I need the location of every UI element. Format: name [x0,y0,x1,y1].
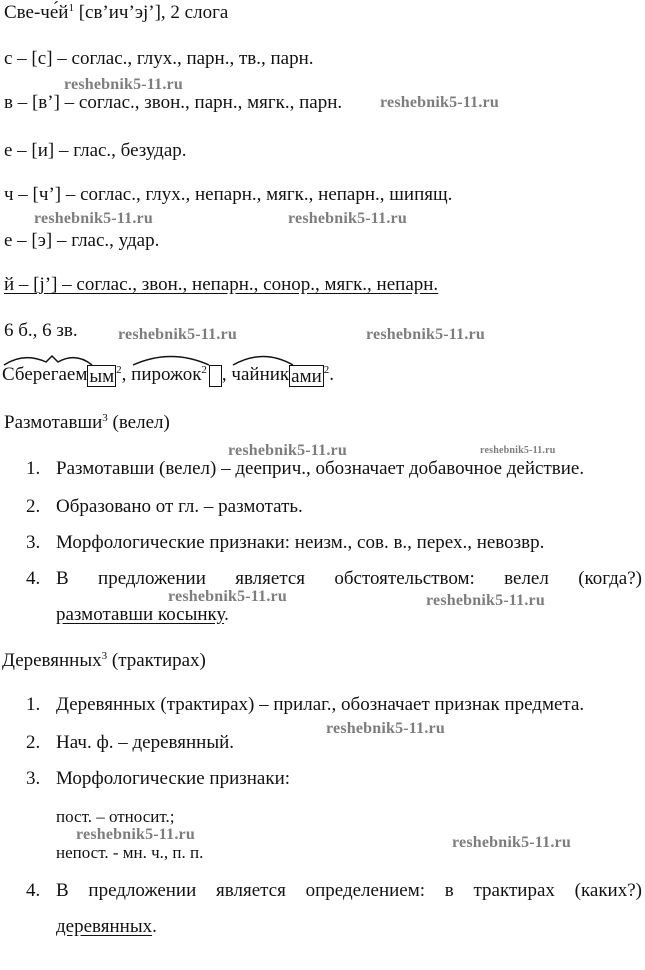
watermark: reshebnik5-11.ru [326,720,445,737]
phonetic-heading [4,2,228,24]
watermark: reshebnik5-11.ru [168,588,287,605]
item-text: В предложении является определением: в трактирах (каких?) [56,880,642,901]
item-number: 4. [26,568,41,589]
watermark: reshebnik5-11.ru [76,826,195,843]
watermark: reshebnik5-11.ru [64,76,183,93]
ending-box: ым [89,365,115,387]
phonetic-line: е – [э] – глас., удар. [4,230,160,251]
phonetic-line: е – [и] – глас., безудар. [4,140,187,161]
morph-word-2: пирожок$^2$ [131,364,222,387]
watermark: reshebnik5-11.ru [480,445,556,456]
watermark: reshebnik5-11.ru [118,326,237,343]
watermark: reshebnik5-11.ru [452,834,571,851]
var-features: непост. - мн. ч., п. п. [56,843,204,862]
morph-word-1: Сберегаем ым $^2$ [2,364,122,387]
item-number: 2. [26,496,41,517]
watermark: reshebnik5-11.ru [366,326,485,343]
morph-word-3: чайник ами $^2$ [231,364,329,387]
item-number: 2. [26,732,41,753]
item-text: Морфологические признаки: [56,768,291,789]
item-number: 3. [26,532,41,553]
phonetic-line: ч – [ч’] – соглас., глух., непарн., мягк., непарн., шипящ. [4,184,453,205]
root-arc [231,354,295,366]
item-number: 1. [26,458,41,479]
phonetic-line: с – [с] – соглас., глух., парн., тв., парн. [4,48,314,69]
section-heading-razmotavshi: Размотавши$^3$ (велел) [4,412,170,433]
watermark: reshebnik5-11.ru [34,210,153,227]
item-number: 1. [26,694,41,715]
item-text: Образовано от гл. – размотать. [56,496,303,517]
section-heading-derevyannykh: Деревянных$^3$ (трактирах) [2,650,206,671]
phonetic-summary: 6 б., 6 зв. [4,320,78,341]
root-arc [131,354,211,366]
zero-ending-box [209,365,222,387]
headword-sup: 1 [68,2,74,14]
item-text: В предложении является обстоятельством: велел (когда?) [56,568,642,589]
watermark: reshebnik5-11.ru [288,210,407,227]
item-text: Деревянных (трактирах) – прилаг., обозначает признак предмета. [56,694,585,715]
const-features: пост. – относит.; [56,807,175,826]
watermark: reshebnik5-11.ru [380,94,499,111]
item-text: Морфологические признаки: неизм., сов. в., перех., невозвр. [56,532,545,553]
item-continuation: размотавши косынку. [56,604,229,625]
morphemic-analysis: Сберегаем ым $^2$, пирожок$^2$ , чайник ами $^2$. [2,364,334,387]
watermark: reshebnik5-11.ru [426,592,545,609]
root-arc [2,354,92,366]
headword: Све-че́й [4,2,69,23]
item-number: 3. [26,768,41,789]
item-text: Нач. ф. – деревянный. [56,732,235,753]
transcription: [св’ич’эj’], 2 слога [78,2,229,23]
item-continuation: деревянных. [56,916,157,937]
watermark: reshebnik5-11.ru [228,442,347,459]
item-number: 4. [26,880,41,901]
phonetic-line: в – [в’] – соглас., звон., парн., мягк., парн. [4,92,343,113]
item-text: Размотавши (велел) – дееприч., обозначает добавочное действие. [56,458,585,479]
phonetic-line-underlined: й – [j’] – соглас., звон., непарн., сонор., мягк., непарн. [4,274,439,295]
ending-box: ами [291,365,322,387]
